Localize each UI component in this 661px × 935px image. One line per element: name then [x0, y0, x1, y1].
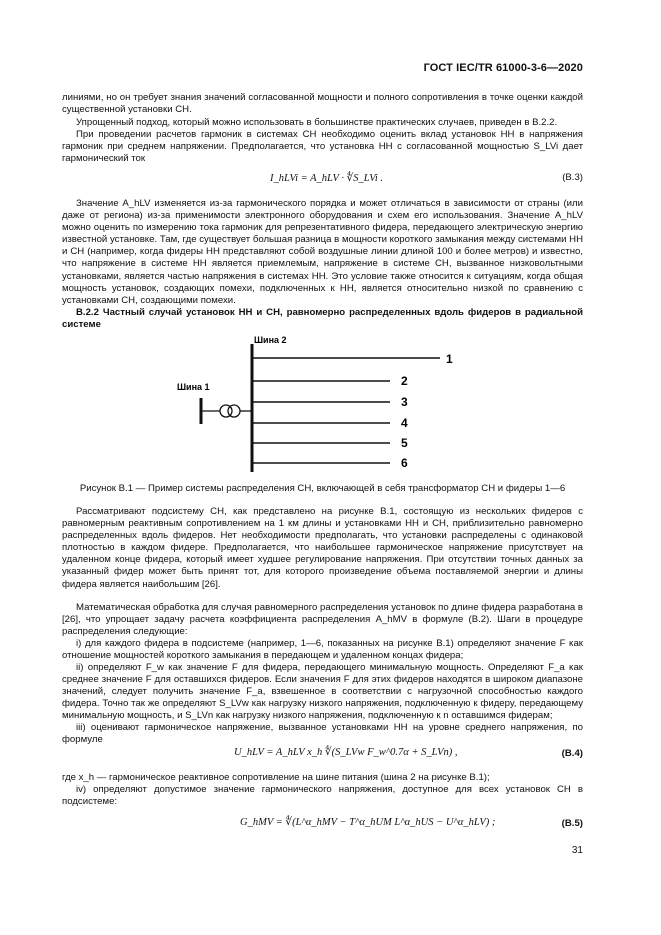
feeder-label-2: 2 — [401, 374, 408, 388]
standard-header: ГОСТ IEC/TR 61000-3-6—2020 — [423, 62, 583, 74]
paragraph-6: Математическая обработка для случая равномерного распределения установок по длине фидера разработана в [26], что упрощает задачу расчета коэффициента распределения A_hMV в формуле (В.2). Шаги в процедуре распределения следующие: — [62, 602, 583, 638]
page-number: 31 — [571, 845, 583, 856]
feeder-label-1: 1 — [446, 352, 453, 366]
feeder-label-3: 3 — [401, 395, 408, 409]
bus1-label: Шина 1 — [177, 382, 210, 392]
formula-b3-number: (В.3) — [562, 172, 583, 183]
step-4: iv) определяют допустимое значение гармонического напряжения, доступное для всех установок СН в подсистеме: — [62, 784, 583, 808]
section-title: В.2.2 Частный случай установок НН и СН, равномерно распределенных вдоль фидеров в радиальной системе — [62, 307, 583, 331]
bus2-label: Шина 2 — [254, 335, 287, 345]
step-3: iii) оценивают гармоническое напряжение, вызванное установками НН на уровне среднего напряжения, по формуле — [62, 722, 583, 746]
feeder-label-5: 5 — [401, 436, 408, 450]
paragraph-3: При проведении расчетов гармоник в системах СН необходимо оценить вклад установок НН в напряжения гармоник при среднем напряжении. Предполагается, что установка НН с согласованной мощностью S_LVi дает гармонический ток — [62, 129, 583, 165]
feeder-label-4: 4 — [401, 416, 408, 430]
figure-caption: Рисунок В.1 — Пример системы распределения СН, включающей в себя трансформатор СН и фидеры 1—6 — [79, 483, 566, 494]
where-xh: где x_h — гармоническое реактивное сопротивление на шине питания (шина 2 на рисунке В.1); — [62, 772, 490, 783]
formula-b4-number: (В.4) — [561, 748, 583, 759]
step-2: ii) определяют F_w как значение F для фидера, передающего минимальную мощность. Определяют F_a как среднее значение F для оставшихся фидеров. Если значения F для этих фидеров находятся в широком диапазоне значений, следует получить значение F_a, взвешенное в соответствии с нагрузочной способностью каждого фидера. Точно так же определяют S_LVw как нагрузку низкого напряжения, подключенную к фидеру, передающему минимальную мощность, и S_LVn как нагрузку низкого напряжения, подключенную к n оставшимся фидерам; — [62, 662, 583, 722]
formula-b3: I_hLVi = A_hLV · ∜S_LVi . — [270, 173, 384, 184]
formula-b5: G_hMV = ∜(L^α_hMV − T^α_hUM L^α_hUS − U^α_hLV) ; — [240, 817, 496, 828]
paragraph-5: Рассматривают подсистему СН, как представлено на рисунке В.1, состоящую из нескольких фидеров с равномерным реактивным сопротивлением на 1 км длины и установками НН и СН, приблизительно равномерно распределенных вдоль фидеров. Нет необходимости предполагать, что установки распределены с одинаковой плотностью в каждом фидере. Предполагается, что наибольшее гармоническое напряжение присутствует на удаленном конце фидера, который имеет худшее регулирование напряжения. При отсутствии точных данных за указанный фидер может быть принят тот, для которого произведение объема поставляемой энергии и длины фидера является наибольшим [26]. — [62, 506, 583, 590]
formula-b5-number: (В.5) — [561, 818, 583, 829]
paragraph-4: Значение A_hLV изменяется из-за гармонического порядка и может отличаться в зависимости от страны (или даже от региона) из-за применимости электронного оборудования и схем его использования. Значение A_hLV можно оценить по измерению тока гармоник для репрезентативного фидера, передающего электрическую энергию известной установке. Там, где существует большая разница в мощности короткого замыкания между системами НН и СН (например, когда фидеры НН представляют собой воздушные линии длиной 100 и более метров) и известно, что напряжение в системе НН является приемлемым, напряжение в системе СН, вызванное низковольтными установками, является частью напряжения в системах НН. Это условие также относится к ситуациям, когда общая мощность установок, создающих помехи, подключенных к НН, является относительно низкой по сравнению с установками СН, создающими помехи. — [62, 198, 583, 306]
paragraph-2: Упрощенный подход, который можно использовать в большинстве практических случаев, приведен в В.2.2. — [76, 117, 558, 128]
step-1: i) для каждого фидера в подсистеме (например, 1—6, показанных на рисунке В.1) определяют значение F как отношение мощностей короткого замыкания в передающем и удаленном концах фидера; — [62, 638, 583, 662]
feeder-label-6: 6 — [401, 456, 408, 470]
transformer-winding-2 — [228, 405, 240, 417]
paragraph-1: линиями, но он требует знания значений согласованной мощности и полного сопротивления в точке оценки каждой существенной установки СН. — [62, 92, 583, 116]
formula-b4: U_hLV = A_hLV x_h ∜(S_LVw F_w^0.7α + S_LVn) , — [234, 747, 458, 758]
